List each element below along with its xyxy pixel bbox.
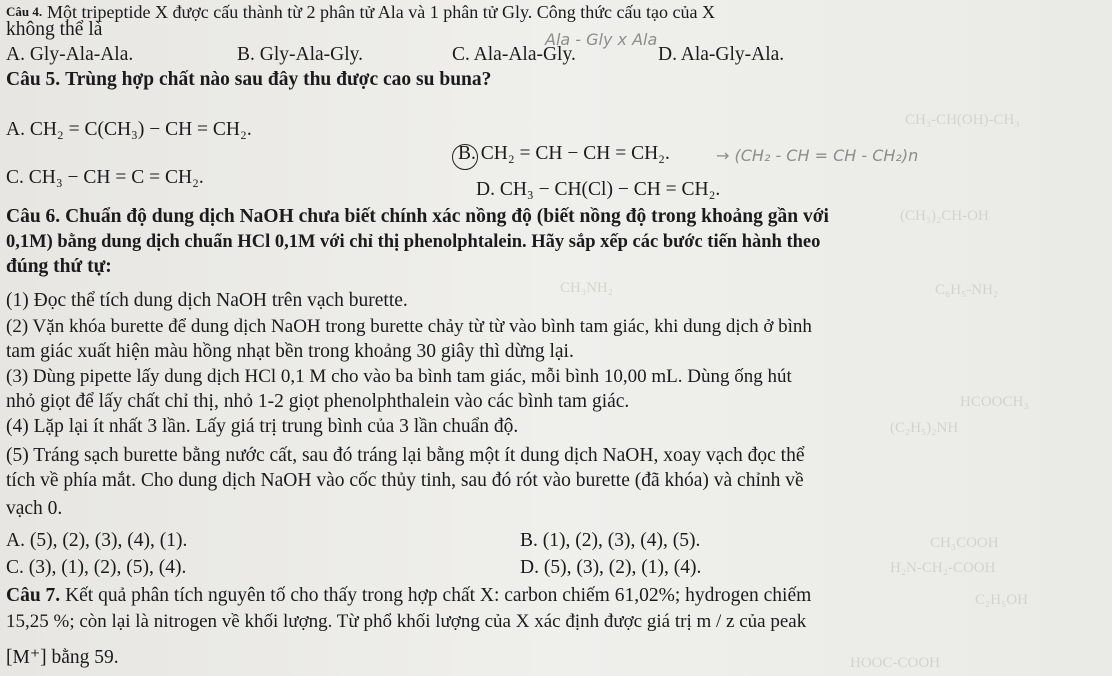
q4-line2 bbox=[6, 18, 102, 42]
bleed-text: CH₃-CH(OH)-CH₃ bbox=[905, 112, 1020, 128]
q6-option-d: D. (5), (3), (2), (1), (4). bbox=[520, 557, 702, 578]
q6-step1: (1) Đọc thể tích dung dịch NaOH trên vạch burette. bbox=[6, 290, 408, 311]
bleed-text: HCOOCH₃ bbox=[960, 394, 1029, 410]
q4-option-a: A. Gly-Ala-Ala. bbox=[6, 44, 134, 65]
q6-line3: đúng thứ tự: bbox=[6, 256, 112, 277]
question-label: Câu 7. bbox=[6, 585, 61, 606]
q6-step3a: (3) Dùng pipette lấy dung dịch HCl 0,1 M cho vào ba bình tam giác, mỗi bình 10,00 mL. Dùng ống hút bbox=[6, 366, 792, 387]
q7-line3: [M⁺] bằng 59. bbox=[6, 647, 119, 668]
question-label: Câu 6. bbox=[6, 206, 61, 227]
bleed-text: HOOC-COOH bbox=[850, 655, 940, 671]
q6-option-c: C. (3), (1), (2), (5), (4). bbox=[6, 557, 187, 578]
q6-option-a: A. (5), (2), (3), (4), (1). bbox=[6, 530, 188, 551]
bleed-text: (C₂H₅)₂NH bbox=[890, 420, 959, 436]
q4-option-c: C. Ala-Ala-Gly. bbox=[452, 44, 576, 65]
bleed-text: H₂N-CH₂-COOH bbox=[890, 560, 996, 576]
q6-option-b: B. (1), (2), (3), (4), (5). bbox=[520, 530, 701, 551]
q6-step2b: tam giác xuất hiện màu hồng nhạt bền trong khoảng 30 giây thì dừng lại. bbox=[6, 341, 574, 362]
question-text: Kết quả phân tích nguyên tố cho thấy trong hợp chất X: carbon chiếm 61,02%; hydrogen chiếm bbox=[65, 585, 812, 606]
q6-step5a: (5) Tráng sạch burette bằng nước cất, sau đó tráng lại bằng một ít dung dịch NaOH, xoay vạch đọc thể bbox=[6, 445, 805, 466]
pencil-note: Ala - Gly x Ala bbox=[545, 30, 658, 49]
question-label: Câu 5. bbox=[6, 69, 61, 90]
q5-option-b: B. CH₂ = CH − CH = CH₂. bbox=[458, 143, 670, 164]
q6-line1 bbox=[6, 205, 829, 229]
q5-option-a: A. CH₂ = C(CH₃) − CH = CH₂. bbox=[6, 119, 252, 140]
q4-line1 bbox=[6, 0, 715, 25]
q6-step2a: (2) Vặn khóa burette để dung dịch NaOH trong burette chảy từ từ vào bình tam giác, khi dung dịch ở bình bbox=[6, 316, 812, 337]
q7-line1 bbox=[6, 584, 811, 608]
q6-step3b: nhỏ giọt để lấy chất chỉ thị, nhỏ 1-2 giọt phenolphthalein vào các bình tam giác. bbox=[6, 391, 630, 412]
q4-option-b: B. Gly-Ala-Gly. bbox=[237, 44, 364, 65]
q7-line2: 15,25 %; còn lại là nitrogen về khối lượng. Từ phổ khối lượng của X xác định được giá trị m / z của peak bbox=[6, 611, 807, 632]
q4-option-d: D. Ala-Gly-Ala. bbox=[658, 44, 785, 65]
q6-step5b: tích về phía mắt. Cho dung dịch NaOH vào cốc thủy tinh, sau đó rót vào burette (đã khóa) và chỉnh về bbox=[6, 470, 804, 491]
bleed-text: C₂H₅OH bbox=[975, 592, 1028, 608]
q5-option-c: C. CH₃ − CH = C = CH₂. bbox=[6, 167, 204, 188]
q5-question bbox=[6, 68, 491, 92]
q6-line2: 0,1M) bằng dung dịch chuẩn HCl 0,1M với chỉ thị phenolphtalein. Hãy sắp xếp các bước tiến hành theo bbox=[6, 232, 821, 252]
question-text: Một tripeptide X được cấu thành từ 2 phân tử Ala và 1 phân tử Gly. Công thức cấu tạo của X bbox=[47, 2, 715, 22]
question-text: Chuẩn độ dung dịch NaOH chưa biết chính xác nồng độ (biết nồng độ trong khoảng gần với bbox=[65, 206, 829, 227]
question-text: Trùng hợp chất nào sau đây thu được cao su buna? bbox=[65, 69, 492, 90]
q5-option-d: D. CH₃ − CH(Cl) − CH = CH₂. bbox=[476, 179, 721, 200]
bleed-text: CH₃COOH bbox=[930, 535, 999, 551]
bleed-text: (CH₃)₂CH-OH bbox=[900, 208, 989, 224]
pencil-note: → (CH₂ - CH = CH - CH₂)n bbox=[716, 146, 919, 165]
question-label: Câu 4. bbox=[6, 4, 43, 19]
bleed-text: C₆H₅-NH₂ bbox=[935, 282, 999, 298]
q6-step4: (4) Lặp lại ít nhất 3 lần. Lấy giá trị trung bình của 3 lần chuẩn độ. bbox=[6, 416, 519, 437]
bleed-text: CH₃NH₂ bbox=[560, 280, 613, 296]
q6-step5c: vạch 0. bbox=[6, 498, 63, 519]
question-text: không thể là bbox=[6, 19, 103, 40]
